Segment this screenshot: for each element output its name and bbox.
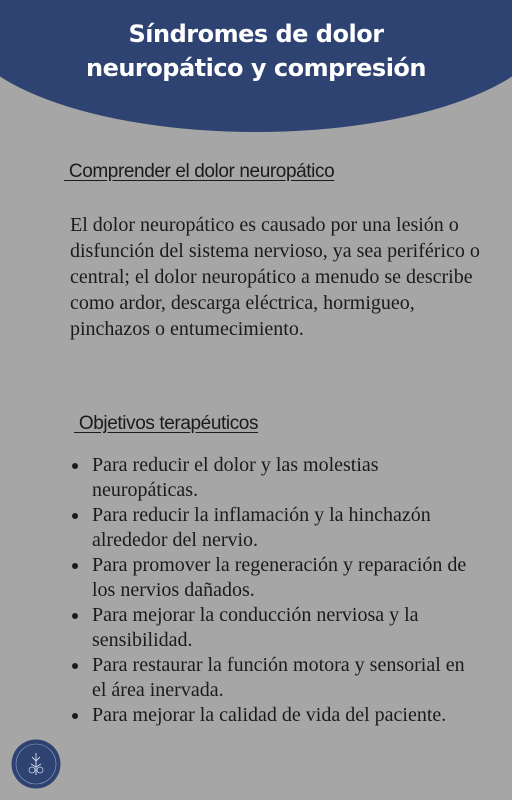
list-item: Para reducir el dolor y las molestias neuropáticas. [70,453,480,503]
section-heading-understanding: Comprender el dolor neuropático [64,161,335,182]
page-title-line-1: Síndromes de dolor [128,20,384,48]
clinic-seal-logo-icon [11,739,61,789]
list-item: Para mejorar la conducción nerviosa y la sensibilidad. [70,603,480,653]
list-item: Para promover la regeneración y reparación de los nervios dañados. [70,553,480,603]
page-title-line-2: neuropático y compresión [85,54,427,82]
list-item: Para mejorar la calidad de vida del paciente. [70,703,480,728]
section-heading-goals: Objetivos terapéuticos [74,413,259,434]
list-item: Para reducir la inflamación y la hinchazón alrededor del nervio. [70,503,480,553]
page-title [0,17,512,85]
list-item: Para restaurar la función motora y sensorial en el área inervada. [70,653,480,703]
description-paragraph: El dolor neuropático es causado por una lesión o disfunción del sistema nervioso, ya sea periférico o central; el dolor neuropático a menudo se describe como ardor, descarga eléctrica, hormigueo, pinchazos o entumecimiento. [70,214,480,340]
goals-list [70,453,480,728]
